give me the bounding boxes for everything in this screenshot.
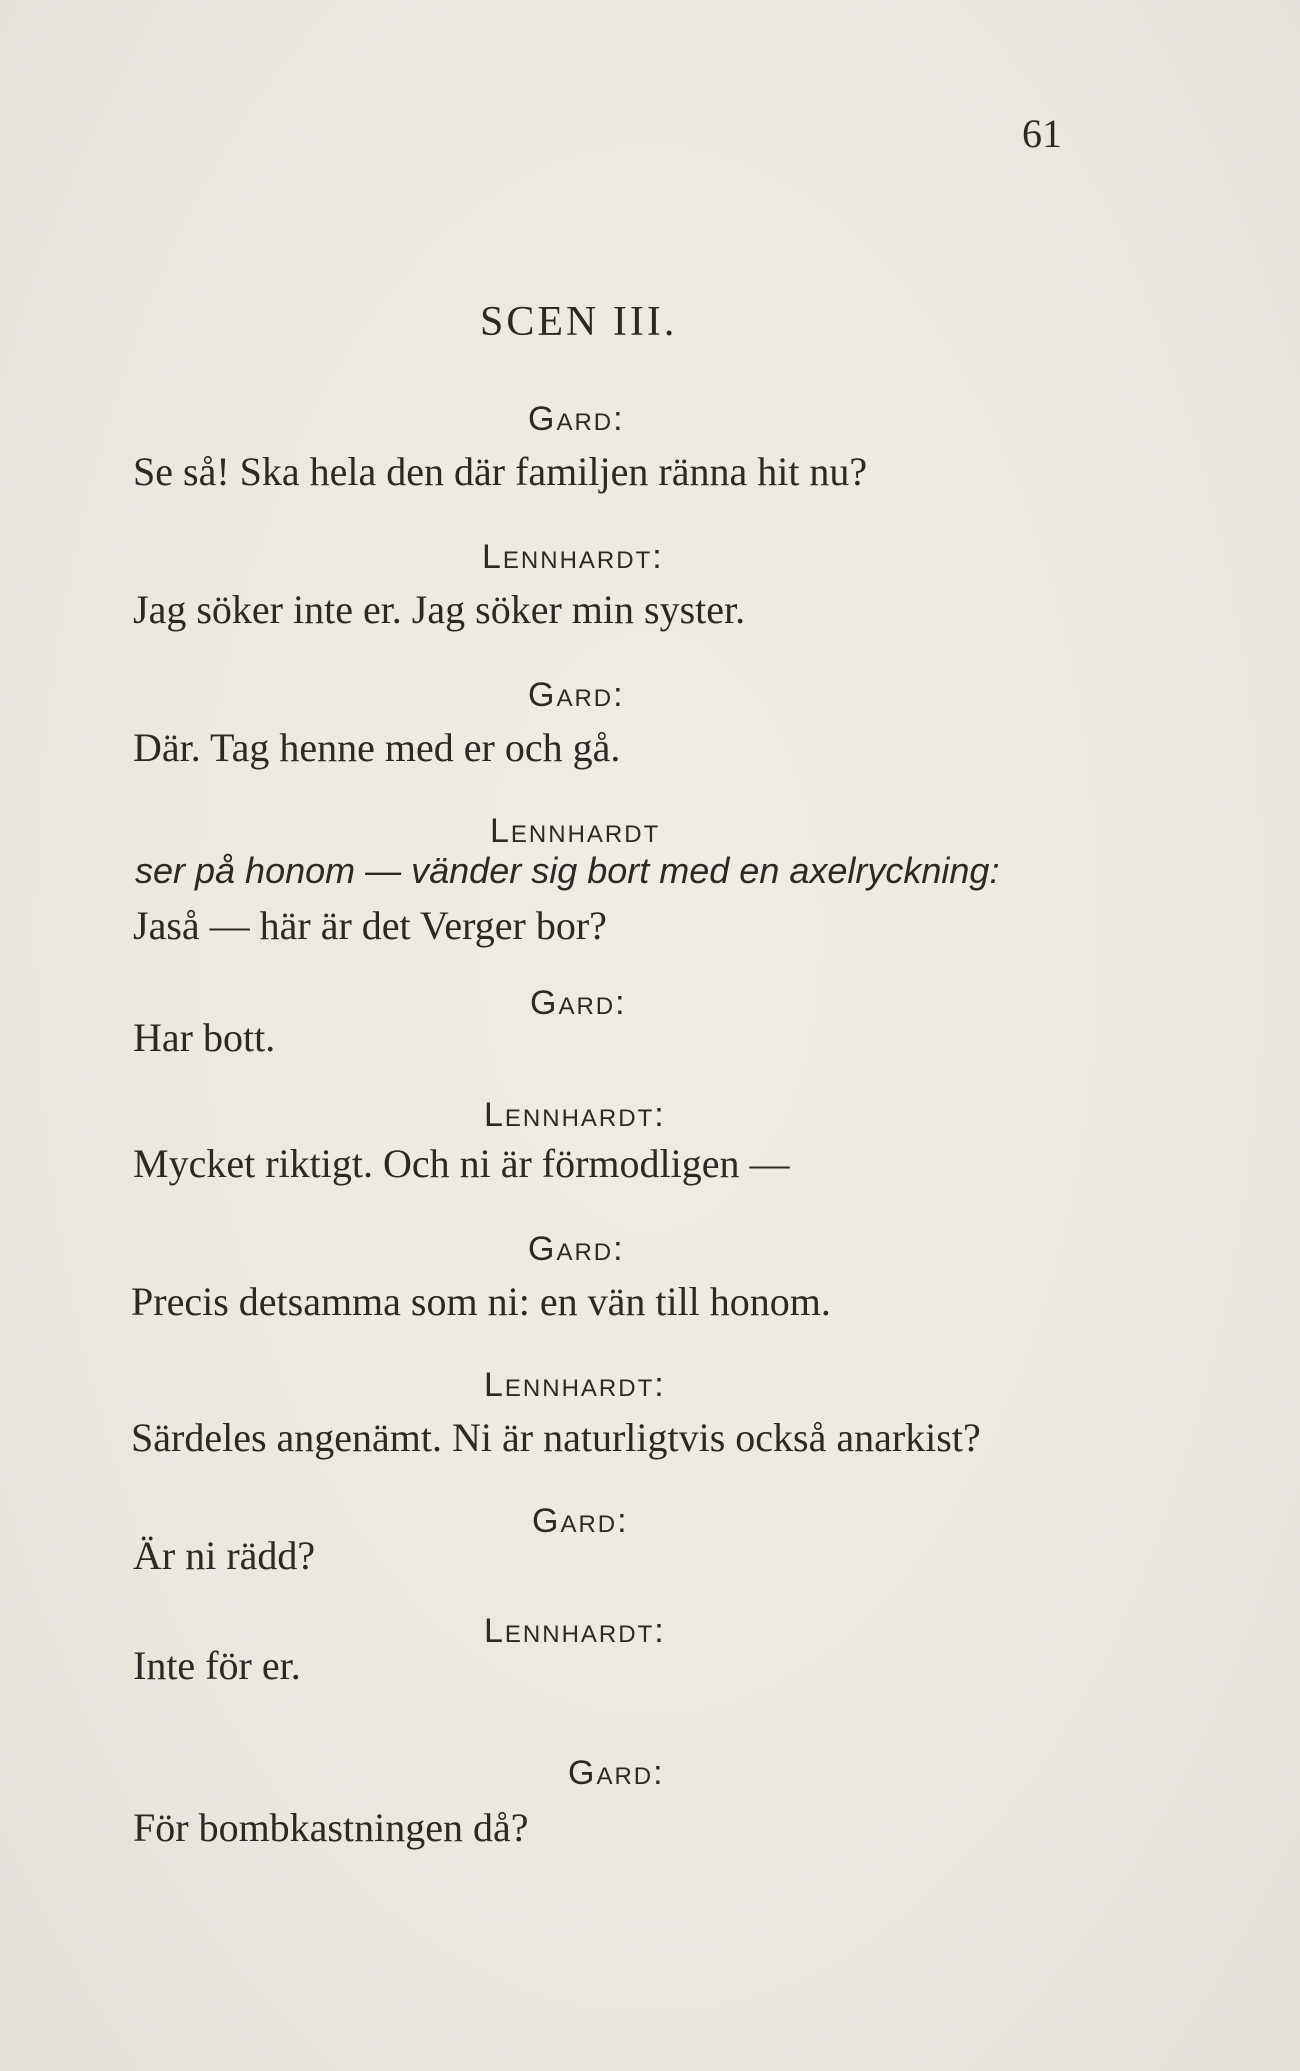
dialogue-line: Där. Tag henne med er och gå. bbox=[133, 725, 621, 770]
speaker-name: Gard: bbox=[568, 1754, 665, 1792]
dialogue-line: Har bott. bbox=[133, 1015, 276, 1060]
speaker-name: Lennhardt: bbox=[484, 1612, 666, 1650]
stage-direction: ser på honom — vänder sig bort med en axelryckning: bbox=[135, 850, 1000, 891]
dialogue-line: Inte för er. bbox=[133, 1643, 301, 1688]
speaker-name: Gard: bbox=[530, 984, 627, 1022]
scene-title: SCEN III. bbox=[480, 299, 678, 345]
speaker-name: Gard: bbox=[528, 676, 625, 714]
speaker-name: Lennhardt: bbox=[484, 1366, 666, 1404]
page-number: 61 bbox=[1022, 111, 1062, 156]
dialogue-line: För bombkastningen då? bbox=[133, 1805, 529, 1850]
speaker-name: Gard: bbox=[532, 1502, 629, 1540]
dialogue-line: Är ni rädd? bbox=[133, 1533, 316, 1578]
speaker-name: Gard: bbox=[528, 1230, 625, 1268]
speaker-name: Lennhardt bbox=[490, 812, 661, 850]
dialogue-line: Se så! Ska hela den där familjen ränna hit nu? bbox=[133, 449, 868, 494]
dialogue-line: Särdeles angenämt. Ni är naturligtvis också anarkist? bbox=[131, 1415, 981, 1460]
dialogue-line: Precis detsamma som ni: en vän till honom. bbox=[131, 1279, 831, 1324]
dialogue-line: Jag söker inte er. Jag söker min syster. bbox=[133, 587, 746, 632]
speaker-name: Lennhardt: bbox=[482, 538, 664, 576]
dialogue-line: Mycket riktigt. Och ni är förmodligen — bbox=[133, 1141, 790, 1186]
speaker-name: Lennhardt: bbox=[484, 1096, 666, 1134]
dialogue-line: Jaså — här är det Verger bor? bbox=[133, 903, 607, 948]
speaker-name: Gard: bbox=[528, 400, 625, 438]
